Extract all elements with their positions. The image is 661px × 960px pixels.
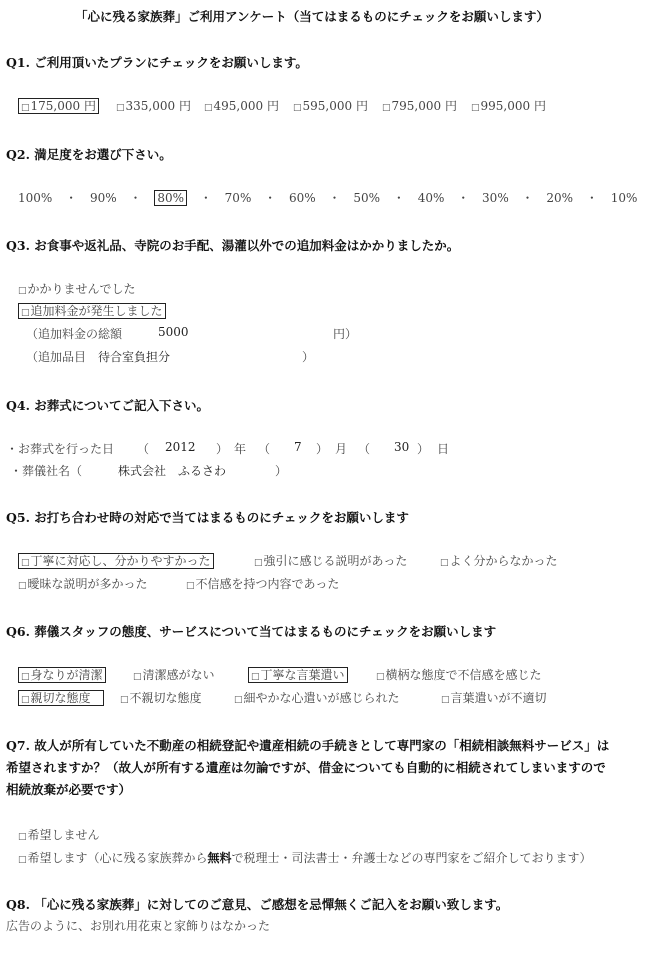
checkbox-icon: □	[120, 695, 129, 705]
paren-open: （	[358, 442, 371, 456]
checkbox-icon: □	[382, 103, 391, 113]
q7-free-emphasis: 無料	[207, 851, 232, 865]
checkbox-icon: □	[441, 695, 450, 705]
q6-option-3[interactable]: □丁寧な言葉遣い	[248, 666, 348, 683]
q2-option-40[interactable]: 40%	[417, 191, 445, 205]
checkbox-icon: □	[376, 672, 385, 682]
separator: ・	[328, 191, 341, 205]
q5-heading: Q5. お打ち合わせ時の対応で当てはまるものにチェックをお願いします	[6, 510, 409, 525]
checkbox-icon: □	[186, 581, 195, 591]
q1-option-1[interactable]: □175,000 円	[18, 97, 99, 114]
q2-option-10[interactable]: 10%	[610, 191, 638, 205]
q4-month-value[interactable]: 7	[294, 440, 302, 454]
separator: ・	[521, 191, 534, 205]
q6-option-5[interactable]: □親切な態度	[18, 689, 104, 706]
q2-option-20[interactable]: 20%	[546, 191, 574, 205]
q7-option-request[interactable]: □希望します（心に残る家族葬から無料で税理士・司法書士・弁護士などの専門家をご紹介しております）	[18, 851, 592, 865]
q1-option-3[interactable]: □495,000 円	[204, 99, 279, 113]
q5-option-4[interactable]: □曖昧な説明が多かった	[18, 577, 148, 591]
checkbox-icon: □	[21, 103, 30, 113]
checkbox-icon: □	[21, 672, 30, 682]
checkbox-icon: □	[254, 558, 263, 568]
separator: ・	[264, 191, 277, 205]
q1-option-5[interactable]: □795,000 円	[382, 99, 457, 113]
q6-heading: Q6. 葬儀スタッフの態度、サービスについて当てはまるものにチェックをお願いします	[6, 624, 497, 639]
q6-option-7[interactable]: □細やかな心遣いが感じられた	[234, 691, 400, 705]
q3-option-extra[interactable]: □追加料金が発生しました	[18, 302, 166, 319]
q4-day-unit: 日	[437, 442, 450, 456]
paren-close: ）	[216, 442, 229, 456]
q4-day-value[interactable]: 30	[394, 440, 410, 454]
q5-option-1[interactable]: □丁寧に対応し、分かりやすかった	[18, 552, 214, 569]
q2-option-80[interactable]: 80%	[154, 190, 187, 206]
q2-option-60[interactable]: 60%	[289, 191, 316, 205]
q4-month-unit: 月	[335, 442, 348, 456]
q6-option-8[interactable]: □言葉遣いが不適切	[441, 691, 547, 705]
paren-close: ）	[316, 442, 329, 456]
checkbox-icon: □	[18, 581, 27, 591]
q1-heading: Q1. ご利用頂いたプランにチェックをお願いします。	[6, 55, 308, 70]
separator: ・	[457, 191, 470, 205]
q5-option-3[interactable]: □よく分からなかった	[440, 554, 558, 568]
q2-option-70[interactable]: 70%	[224, 191, 252, 205]
checkbox-icon: □	[471, 103, 480, 113]
checkbox-icon: □	[18, 832, 27, 842]
q4-year-value[interactable]: 2012	[165, 440, 196, 454]
q6-option-6[interactable]: □不親切な態度	[120, 691, 202, 705]
separator: ・	[392, 191, 405, 205]
paren-open: （	[137, 442, 150, 456]
q3-amount-open: （追加料金の総額	[26, 327, 123, 341]
paren-open: （	[258, 442, 271, 456]
checkbox-icon: □	[18, 286, 27, 296]
q4-company-value[interactable]: 株式会社 ふるさわ	[118, 464, 227, 478]
q5-option-2[interactable]: □強引に感じる説明があった	[254, 554, 408, 568]
q2-heading: Q2. 満足度をお選び下さい。	[6, 147, 172, 162]
separator: ・	[585, 191, 598, 205]
separator: ・	[199, 191, 212, 205]
checkbox-icon: □	[133, 672, 142, 682]
q6-option-1[interactable]: □身なりが清潔	[18, 666, 106, 683]
q4-company-close: ）	[275, 464, 288, 478]
separator: ・	[65, 191, 78, 205]
q3-option-none[interactable]: □かかりませんでした	[18, 282, 136, 296]
checkbox-icon: □	[18, 855, 27, 865]
checkbox-icon: □	[251, 672, 260, 682]
q7-heading-line2: 希望されますか？（故人が所有する遺産は勿論ですが、借金についても自動的に相続されてしまいますので	[6, 760, 606, 775]
checkbox-icon: □	[21, 695, 30, 705]
q1-option-2[interactable]: □335,000 円	[116, 99, 191, 113]
q1-option-4[interactable]: □595,000 円	[293, 99, 368, 113]
q6-option-2[interactable]: □清潔感がない	[133, 668, 215, 682]
q4-date-label: ・お葬式を行った日	[6, 442, 115, 456]
q8-answer[interactable]: 広告のように、お別れ用花束と家飾りはなかった	[6, 919, 271, 933]
q2-options	[18, 189, 637, 206]
separator: ・	[129, 191, 142, 205]
q3-item-close: ）	[302, 350, 315, 364]
checkbox-icon: □	[440, 558, 449, 568]
checkbox-icon: □	[293, 103, 302, 113]
q3-heading: Q3. お食事や返礼品、寺院のお手配、湯灌以外での追加料金はかかりましたか。	[6, 238, 460, 253]
q1-option-6[interactable]: □995,000 円	[471, 99, 546, 113]
checkbox-icon: □	[204, 103, 213, 113]
checkbox-icon: □	[21, 308, 30, 318]
page-title: 「心に残る家族葬」ご利用アンケート（当てはまるものにチェックをお願いします）	[75, 9, 549, 24]
checkbox-icon: □	[21, 558, 30, 568]
q3-item-open: （追加品目	[26, 350, 87, 364]
q3-amount-value[interactable]: 5000	[158, 325, 189, 339]
q8-heading: Q8. 「心に残る家族葬」に対してのご意見、ご感想を忌憚無くご記入をお願い致します。	[6, 897, 509, 912]
q2-option-30[interactable]: 30%	[482, 191, 509, 205]
q7-option-decline[interactable]: □希望しません	[18, 828, 100, 842]
checkbox-icon: □	[234, 695, 243, 705]
checkbox-icon: □	[116, 103, 125, 113]
q7-heading-line1: Q7. 故人が所有していた不動産の相続登記や遺産相続の手続きとして専門家の「相続相談無料サービス」は	[6, 738, 610, 753]
q4-company-label: ・葬儀社名（	[10, 464, 83, 478]
q5-option-5[interactable]: □不信感を持つ内容であった	[186, 577, 340, 591]
q6-option-4[interactable]: □横柄な態度で不信感を感じた	[376, 668, 542, 682]
q2-option-90[interactable]: 90%	[89, 191, 117, 205]
paren-close: ）	[417, 442, 430, 456]
q2-option-50[interactable]: 50%	[353, 191, 381, 205]
q7-heading-line3: 相続放棄が必要です）	[6, 782, 132, 797]
q3-amount-close: 円）	[333, 327, 358, 341]
q4-year-unit: 年	[234, 442, 247, 456]
q4-heading: Q4. お葬式についてご記入下さい。	[6, 398, 210, 413]
q2-option-100[interactable]: 100%	[18, 191, 53, 205]
q3-item-value[interactable]: 待合室負担分	[98, 350, 171, 364]
